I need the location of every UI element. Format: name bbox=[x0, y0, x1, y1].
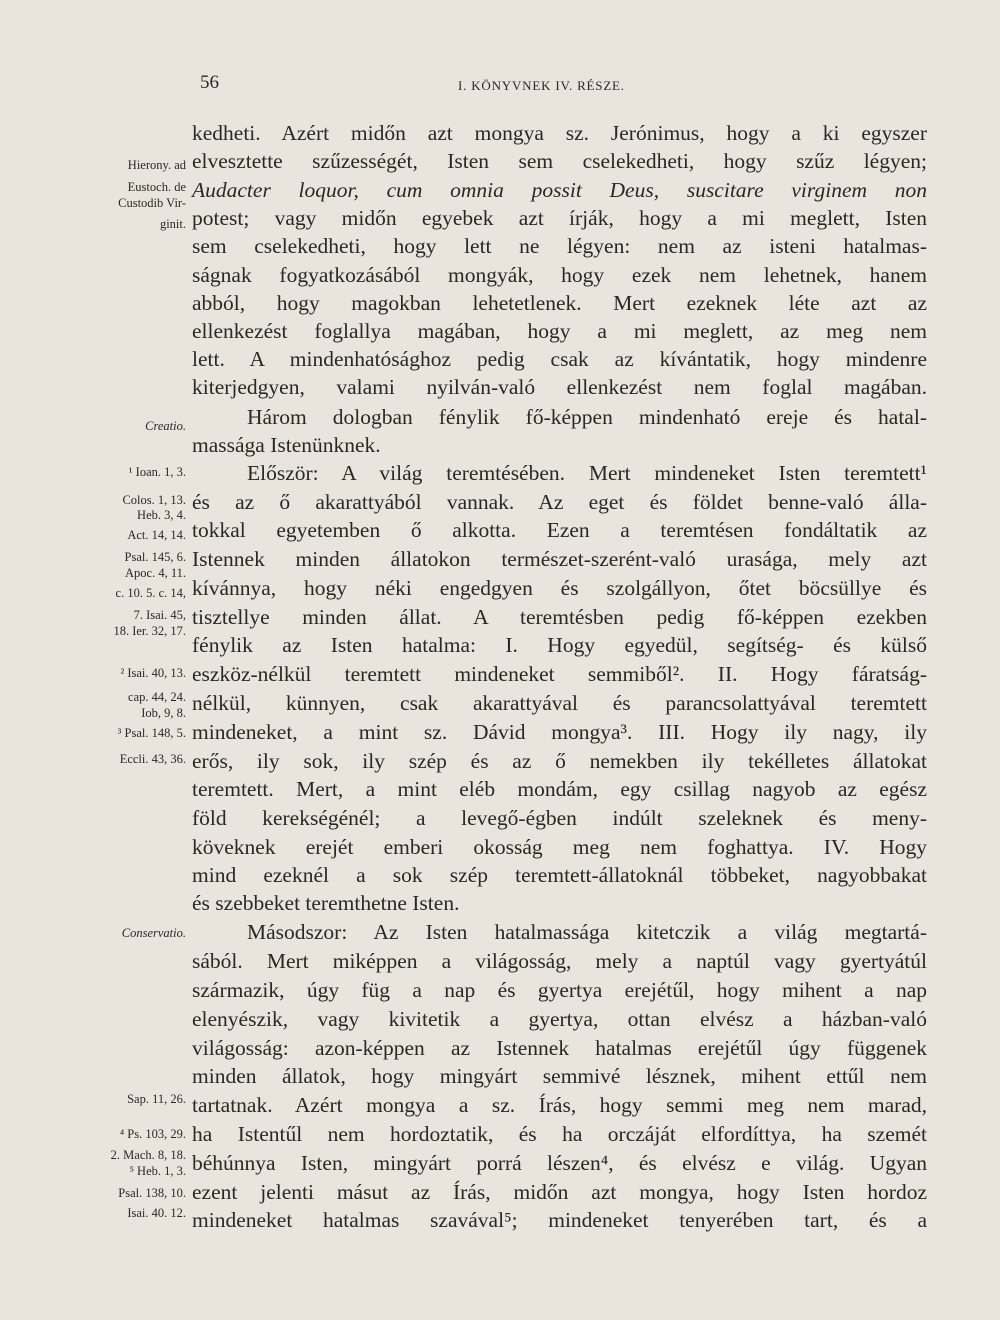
margin-note: 7. Isai. 45, bbox=[133, 608, 186, 622]
text-line: elenyészik, vagy kivitetik a gyertya, ottan elvész a házban-való bbox=[192, 1007, 927, 1031]
text-line: és szebbeket teremthetne Isten. bbox=[192, 891, 460, 915]
text-line: ságnak fogyatkozásából mongyák, hogy ezek nem lehetnek, hanem bbox=[192, 263, 927, 287]
text-line: lett. A mindenhatósághoz pedig csak az kívántatik, hogy mindenre bbox=[192, 347, 927, 371]
text-line: potest; vagy midőn egyebek azt írják, hogy a mi meglett, Isten bbox=[192, 206, 927, 230]
margin-note: Sap. 11, 26. bbox=[127, 1092, 186, 1106]
text-line: kiterjedgyen, valami nyilván-való ellenkezést nem foglal magában. bbox=[192, 375, 927, 399]
text-line: abból, hogy magokban lehetetlenek. Mert ezeknek léte azt az bbox=[192, 291, 927, 315]
margin-note: Eccli. 43, 36. bbox=[119, 752, 186, 766]
margin-note: Colos. 1, 13. bbox=[122, 493, 186, 507]
text-line: nélkül, künnyen, csak akarattyával és parancsolattyával teremtett bbox=[192, 691, 927, 715]
margin-note: 2. Mach. 8, 18. bbox=[110, 1148, 186, 1162]
text-line: massága Istenünknek. bbox=[192, 433, 381, 457]
margin-note: 18. Ier. 32, 17. bbox=[113, 624, 186, 638]
text-line: mindeneket hatalmas szavával⁵; mindeneket tenyerében tart, és a bbox=[192, 1208, 927, 1232]
text-line: kívánnya, hogy néki engedgyen és szolgállyon, őtet böcsüllye és bbox=[192, 576, 927, 600]
text-line: köveknek erejét emberi okosság meg nem foghattya. IV. Hogy bbox=[192, 835, 927, 859]
margin-note: Heb. 3, 4. bbox=[137, 508, 186, 522]
margin-note: ⁴ Ps. 103, 29. bbox=[119, 1127, 186, 1141]
margin-note: ginit. bbox=[159, 217, 186, 231]
margin-note: c. 10. 5. c. 14, bbox=[115, 586, 186, 600]
text-line: föld kerekségénél; a levegő-égben indúlt szeleknek és meny- bbox=[192, 806, 927, 830]
text-line: és az ő akarattyából vannak. Az eget és földet benne-való álla- bbox=[192, 490, 927, 514]
text-line: erős, ily sok, ily szép és az ő nemekben ily tekélletes állatokat bbox=[192, 749, 927, 773]
text-line: tisztellye minden állat. A teremtésben pedig fő-képpen ezekben bbox=[192, 605, 927, 629]
text-line: világosság: azon-képpen az Istennek hatalmas erejétűl úgy függenek bbox=[192, 1036, 927, 1060]
margin-note: Apoc. 4, 11. bbox=[125, 566, 186, 580]
text-line: Másodszor: Az Isten hatalmassága kitetczik a világ megtartá- bbox=[247, 920, 927, 944]
margin-note: Act. 14, 14. bbox=[127, 528, 186, 542]
text-line: Istennek minden állatokon természet-szerént-való urasága, mely azt bbox=[192, 547, 927, 571]
text-line: ha Istentűl nem hordoztatik, és ha orczáját elfordíttya, ha szemét bbox=[192, 1122, 927, 1146]
text-line: mindeneket, a mint sz. Dávid mongya³. III. Hogy ily nagy, ily bbox=[192, 720, 927, 744]
margin-note: Custodib Vir- bbox=[118, 196, 186, 210]
text-line: tokkal egyetemben ő alkotta. Ezen a teremtésen fondáltatik az bbox=[192, 518, 927, 542]
margin-note: Isai. 40. 12. bbox=[127, 1206, 186, 1220]
text-line: kedheti. Azért midőn azt mongya sz. Jerónimus, hogy a ki egyszer bbox=[192, 121, 927, 145]
text-line: ezent jelenti másut az Írás, midőn azt mongya, hogy Isten hordoz bbox=[192, 1180, 927, 1204]
margin-note: Iob, 9, 8. bbox=[141, 706, 186, 720]
margin-note: Eustoch. de bbox=[127, 180, 186, 194]
text-line: sem cselekedheti, hogy lett ne légyen: nem az isteni hatalmas- bbox=[192, 234, 927, 258]
text-line: ellenkezést foglallya magában, hogy a mi meglett, az meg nem bbox=[192, 319, 927, 343]
text-line: béhúnnya Isten, mingyárt porrá lészen⁴, és elvész e világ. Ugyan bbox=[192, 1151, 927, 1175]
text-line: elvesztette szűzességét, Isten sem cselekedheti, hogy szűz légyen; bbox=[192, 149, 927, 173]
text-line: teremtett. Mert, a mint eléb mondám, egy csillag nagyob az egész bbox=[192, 777, 927, 801]
text-line: eszköz-nélkül teremtett mindeneket semmiből². II. Hogy fáratság- bbox=[192, 662, 927, 686]
text-line: sából. Mert miképpen a világosság, mely a naptúl vagy gyertyátúl bbox=[192, 949, 927, 973]
margin-note: cap. 44, 24. bbox=[128, 690, 186, 704]
margin-note: ² Isai. 40, 13. bbox=[120, 666, 186, 680]
margin-note: Creatio. bbox=[145, 419, 186, 433]
text-line: származik, úgy füg a nap és gyertya erejétűl, hogy mihent a nap bbox=[192, 978, 927, 1002]
text-line: mind ezeknél a sok szép teremtett-állatoknál többeket, nagyobbakat bbox=[192, 863, 927, 887]
margin-note: Hierony. ad bbox=[127, 158, 186, 172]
text-line: Audacter loquor, cum omnia possit Deus, suscitare virginem non bbox=[192, 178, 927, 202]
text-line: minden állatok, hogy mingyárt semmivé lésznek, mihent ettűl nem bbox=[192, 1064, 927, 1088]
page-number: 56 bbox=[200, 72, 219, 93]
margin-note: ³ Psal. 148, 5. bbox=[117, 726, 186, 740]
text-line: Három dologban fénylik fő-képpen mindenható ereje és hatal- bbox=[247, 405, 927, 429]
margin-note: Psal. 138, 10. bbox=[118, 1186, 186, 1200]
margin-note: ¹ Ioan. 1, 3. bbox=[128, 465, 186, 479]
margin-note: Psal. 145, 6. bbox=[124, 550, 186, 564]
margin-note: ⁵ Heb. 1, 3. bbox=[129, 1164, 186, 1178]
margin-note: Conservatio. bbox=[121, 926, 186, 940]
text-line: tartatnak. Azért mongya a sz. Írás, hogy semmi meg nem marad, bbox=[192, 1093, 927, 1117]
text-line: Először: A világ teremtésében. Mert mindeneket Isten teremtett¹ bbox=[247, 461, 927, 485]
running-head: I. KÖNYVNEK IV. RÉSZE. bbox=[458, 78, 625, 93]
text-line: fénylik az Isten hatalma: I. Hogy egyedül, segítség- és külső bbox=[192, 633, 927, 657]
